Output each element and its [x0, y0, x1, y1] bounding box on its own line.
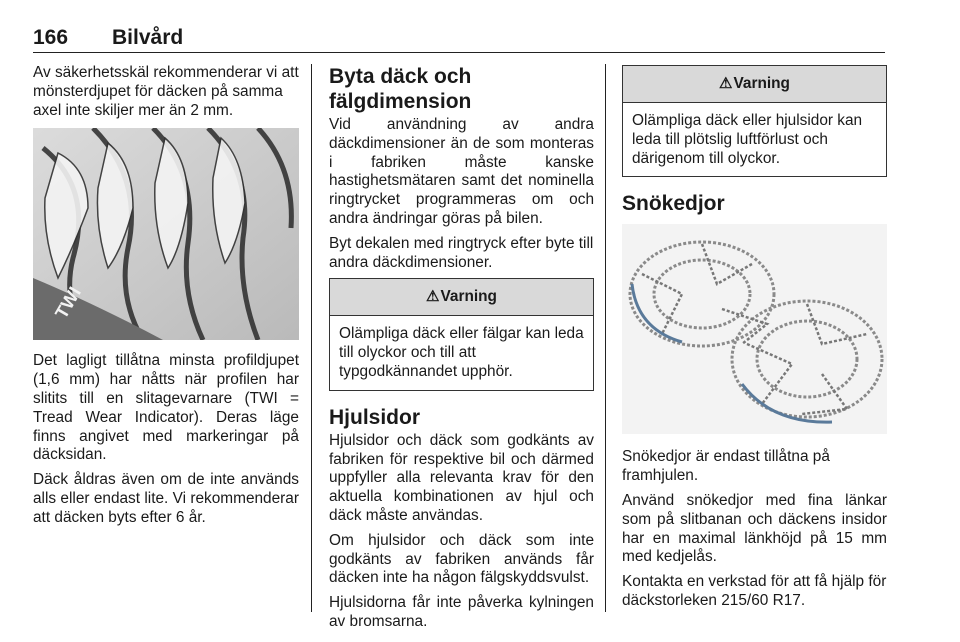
paragraph-twi: Det lagligt tillåtna minsta profildjupet (1,6 mm) har nåtts när profilen har slitits till en slitagevarnare (TWI = Tread Wear Indicator). Deras läge finns angivet med markeringar på däcksidan. [33, 352, 299, 464]
section-title: Bilvård [112, 26, 184, 49]
intro-paragraph: Av säkerhetsskäl rekommenderar vi att mönsterdjupet för däcken på samma axel inte skiljer mer än 2 mm. [33, 64, 299, 119]
snow-chain-figure [622, 224, 887, 434]
heading-change-tires: Byta däck och fälgdimension [329, 65, 472, 113]
paragraph-tire-age: Däck åldras även om de inte används alls eller endast lite. Vi rekommenderar att däcken byts efter 6 år. [33, 471, 299, 526]
column-1 [33, 64, 299, 534]
column-2 [329, 64, 594, 638]
warning-text: Olämpliga däck eller fälgar kan leda till olyckor och till att typgodkännandet upphör. [339, 325, 584, 380]
paragraph-workshop: Kontakta en verkstad för att få hjälp för däckstorleken 215/60 R17. [622, 573, 887, 609]
column-divider [311, 64, 312, 612]
warning-triangle-icon: ⚠ [719, 75, 733, 92]
paragraph-tire-dimensions: Vid användning av andra däckdimensioner än de som monteras i fabriken måste kanske hastighetsmätaren samt det nominella ringtrycket programmeras om och andra ändringar göras på bilen. [329, 116, 594, 227]
paragraph-fine-links: Använd snökedjor med fina länkar som på slitbanan och däckens insidor har en maximal länkhöjd på 15 mm med kedjelås. [622, 491, 887, 566]
tire-tread-figure [33, 128, 299, 340]
page-number: 166 [33, 26, 69, 49]
warning-title: Varning [440, 288, 497, 306]
page-header [33, 24, 885, 53]
warning-title: Varning [733, 75, 790, 92]
column-3 [622, 64, 887, 617]
paragraph-hubcaps-approved: Hjulsidor och däck som godkänts av fabriken för respektive bil och därmed uppfyller alla relevanta krav för den aktuella kombinationen av hjul och däck måste användas. [329, 431, 594, 524]
paragraph-hubcaps-not-approved: Om hjulsidor och däck som inte godkänts av fabriken används får däcken inte ha någon fälgskyddsvulst. [329, 531, 594, 587]
warning-header [623, 66, 886, 103]
paragraph-brake-cooling: Hjulsidorna får inte påverka kylningen av bromsarna. [329, 594, 594, 630]
heading-snow-chains: Snökedjor [622, 192, 725, 216]
warning-triangle-icon: ⚠ [426, 288, 440, 306]
heading-hubcaps: Hjulsidor [329, 405, 421, 429]
warning-box [622, 65, 887, 177]
warning-box [329, 278, 594, 390]
warning-text: Olämpliga däck eller hjulsidor kan leda till plötslig luftförlust och därigenom till olyckor. [632, 112, 863, 167]
paragraph-front-wheels: Snökedjor är endast tillåtna på framhjulen. [622, 448, 830, 485]
warning-header [330, 279, 593, 316]
twi-label: TWI [51, 283, 85, 323]
column-divider [605, 64, 606, 612]
paragraph-pressure-label: Byt dekalen med ringtryck efter byte till andra däckdimensioner. [329, 234, 594, 271]
